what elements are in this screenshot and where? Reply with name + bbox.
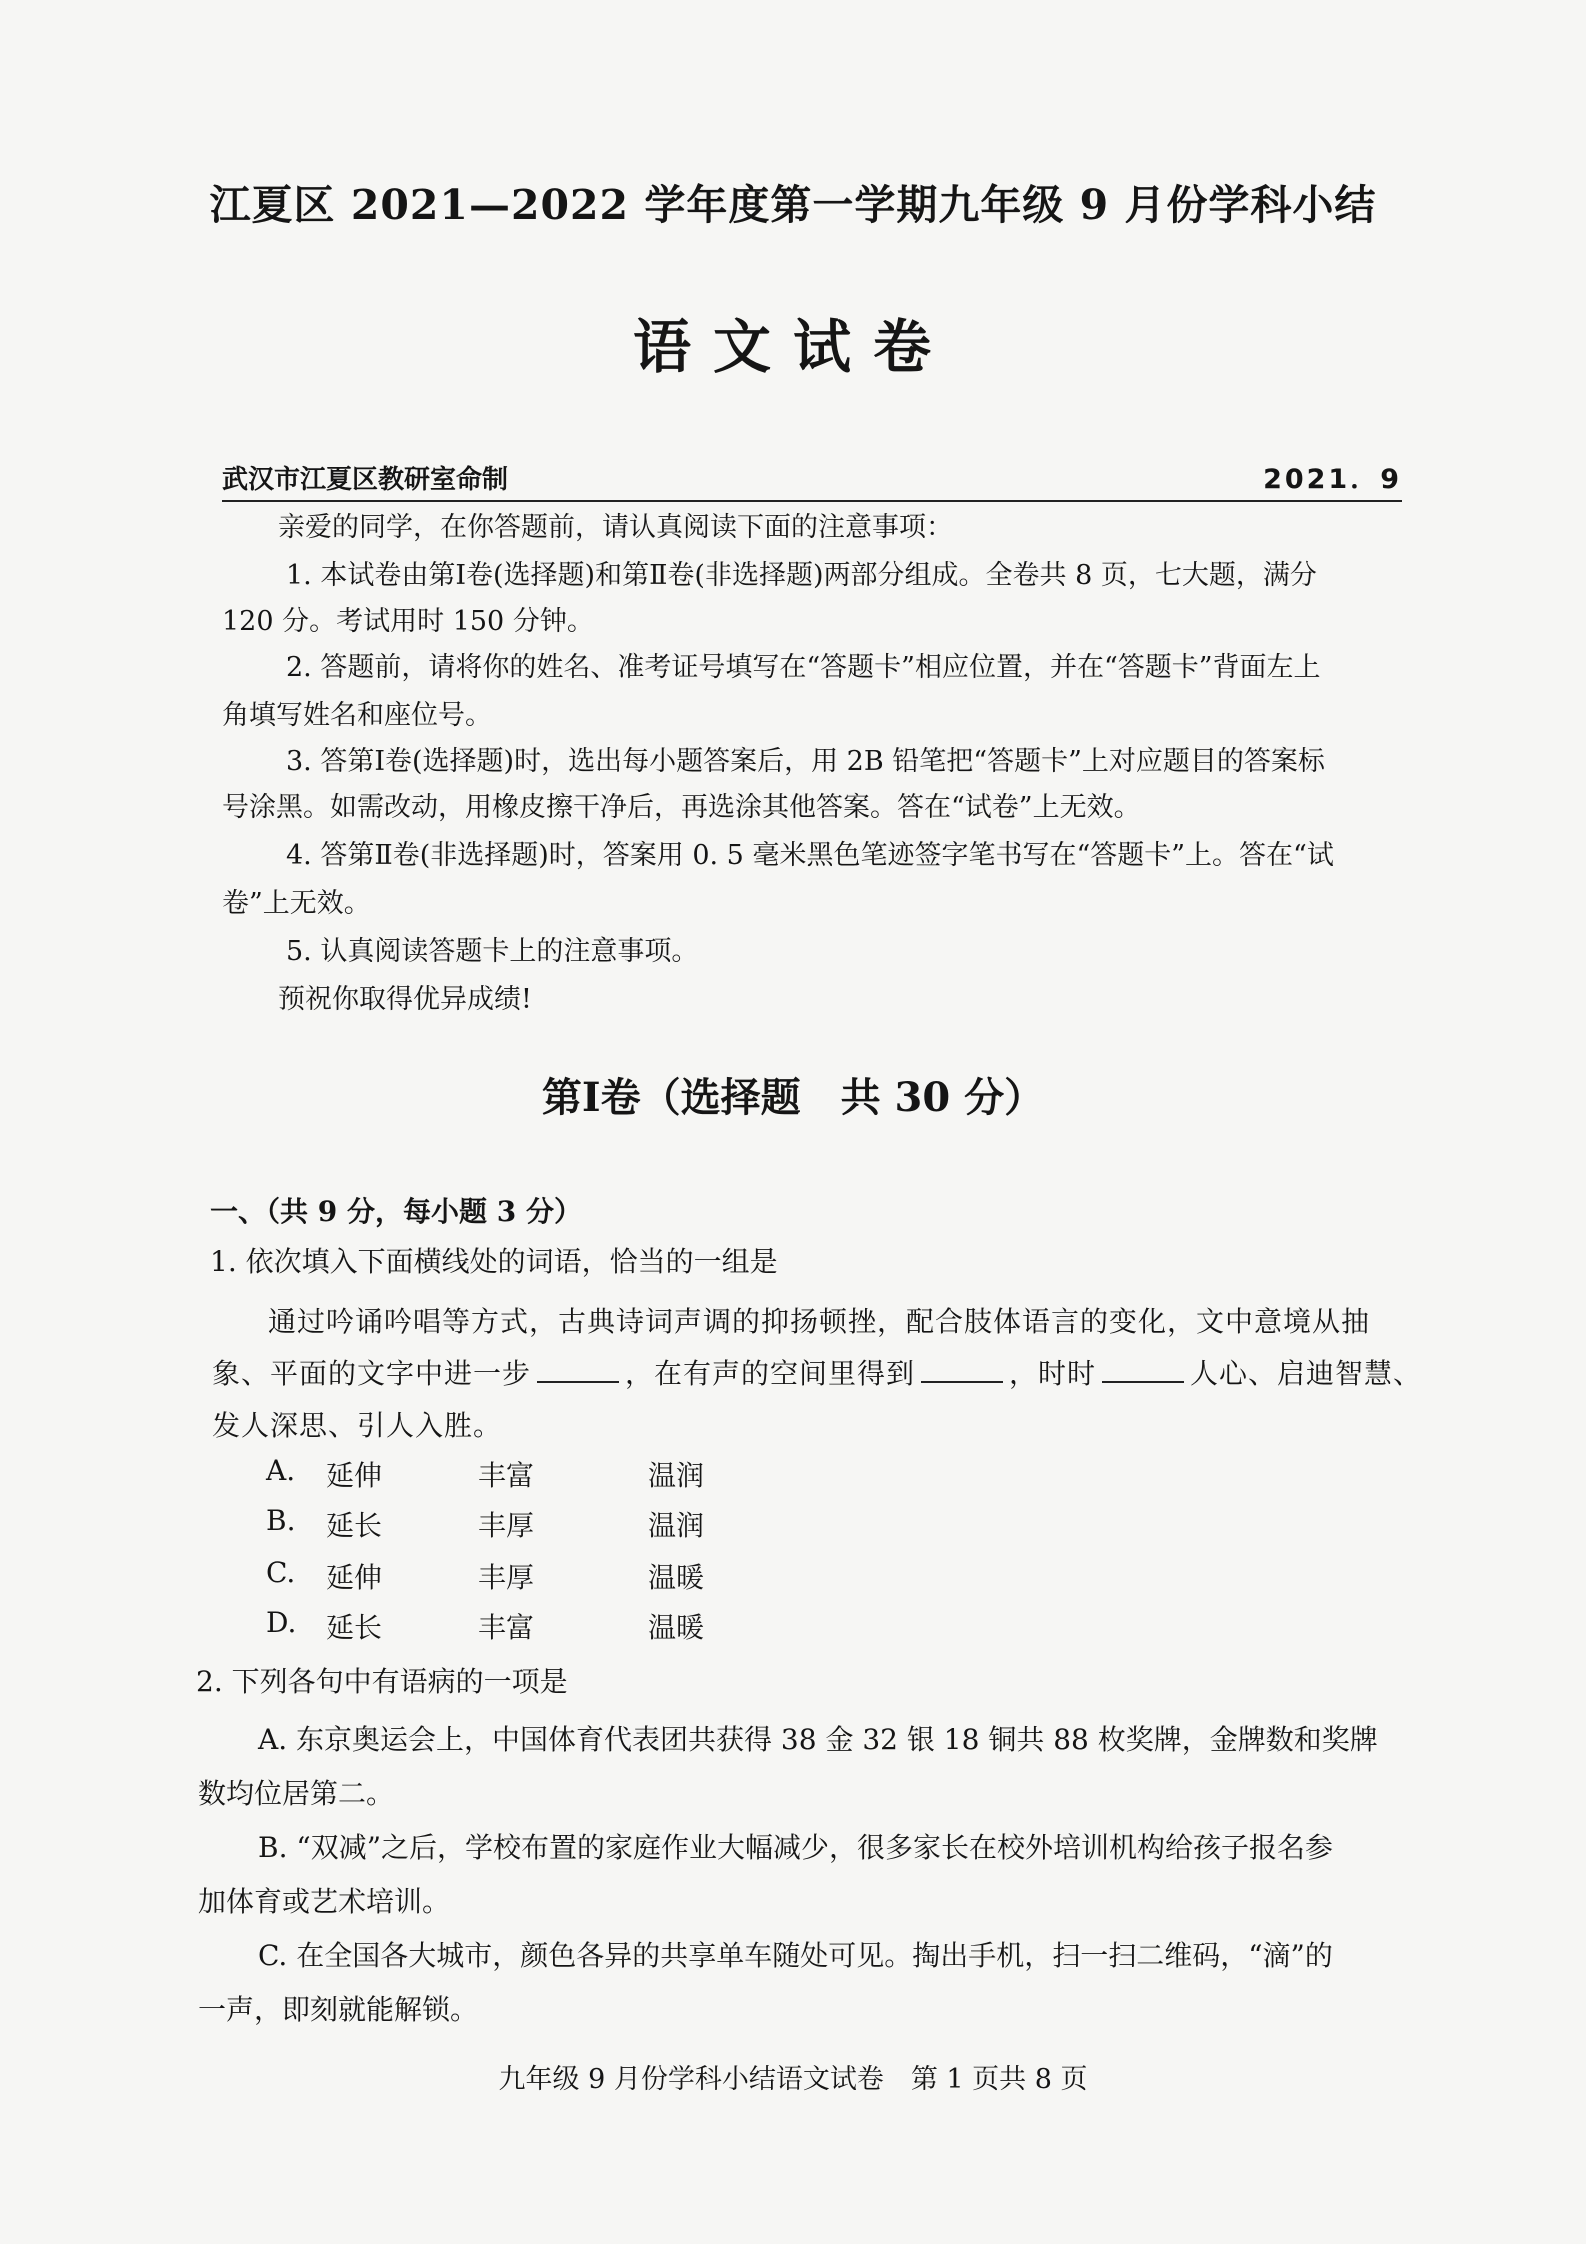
answer-blank bbox=[537, 1357, 619, 1383]
question-2-line: 加体育或艺术培训。 bbox=[198, 1885, 451, 1918]
question-1-passage-line2: 象、平面的文字中进一步 ，在有声的空间里得到 ，时时 人心、启迪智慧、 bbox=[212, 1357, 1423, 1390]
question-1-stem: 1. 依次填入下面横线处的词语，恰当的一组是 bbox=[210, 1245, 778, 1278]
option-word: 温暖 bbox=[648, 1611, 705, 1644]
notice-line: 角填写姓名和座位号。 bbox=[222, 700, 492, 731]
option-letter: A. bbox=[266, 1454, 296, 1487]
notice-closing: 预祝你取得优异成绩! bbox=[278, 984, 532, 1015]
notice-line: 2. 答题前，请将你的姓名、准考证号填写在“答题卡”相应位置，并在“答题卡”背面左上 bbox=[286, 652, 1321, 683]
option-word: 丰富 bbox=[478, 1611, 535, 1644]
section-title: 第Ⅰ卷（选择题 共 30 分） bbox=[541, 1074, 1045, 1121]
question-1-passage: 通过吟诵吟唱等方式，古典诗词声调的抑扬顿挫，配合肢体语言的变化，文中意境从抽 bbox=[268, 1305, 1371, 1338]
option-word: 延伸 bbox=[326, 1459, 383, 1492]
question-1-passage-line3: 发人深思、引人入胜。 bbox=[212, 1409, 503, 1442]
answer-blank bbox=[1102, 1357, 1184, 1383]
option-letter: D. bbox=[266, 1606, 297, 1639]
publisher-bar bbox=[222, 456, 1402, 502]
page-footer: 九年级 9 月份学科小结语文试卷 第 1 页共 8 页 bbox=[498, 2064, 1088, 2095]
option-word: 温暖 bbox=[648, 1561, 705, 1594]
question-2-line: B. “双减”之后，学校布置的家庭作业大幅减少，很多家长在校外培训机构给孩子报名参 bbox=[258, 1831, 1334, 1864]
option-word: 延长 bbox=[326, 1509, 383, 1542]
notice-line: 4. 答第Ⅱ卷(非选择题)时，答案用 0. 5 毫米黑色笔迹签字笔书写在“答题卡”上。答在“试 bbox=[286, 840, 1334, 871]
notice-line: 3. 答第Ⅰ卷(选择题)时，选出每小题答案后，用 2B 铅笔把“答题卡”上对应题目的答案标 bbox=[286, 746, 1325, 777]
notice-line: 5. 认真阅读答题卡上的注意事项。 bbox=[286, 936, 699, 967]
option-word: 延长 bbox=[326, 1611, 383, 1644]
answer-blank bbox=[921, 1357, 1003, 1383]
notice-line: 1. 本试卷由第Ⅰ卷(选择题)和第Ⅱ卷(非选择题)两部分组成。全卷共 8 页，七大题，满分 bbox=[286, 560, 1317, 591]
exam-subject-title: 语文试卷 bbox=[632, 313, 953, 381]
publisher-name: 武汉市江夏区教研室命制 bbox=[222, 465, 509, 495]
option-word: 丰富 bbox=[478, 1459, 535, 1492]
question-2-line: 一声，即刻就能解锁。 bbox=[198, 1993, 479, 2026]
question-2-stem: 2. 下列各句中有语病的一项是 bbox=[196, 1665, 568, 1698]
question-2-line: C. 在全国各大城市，颜色各异的共享单车随处可见。掏出手机，扫一扫二维码，“滴”的 bbox=[258, 1939, 1333, 1972]
option-word: 温润 bbox=[648, 1459, 705, 1492]
option-word: 丰厚 bbox=[478, 1561, 535, 1594]
notice-line: 120 分。考试用时 150 分钟。 bbox=[222, 606, 594, 637]
option-word: 延伸 bbox=[326, 1561, 383, 1594]
option-word: 丰厚 bbox=[478, 1509, 535, 1542]
notice-greeting: 亲爱的同学，在你答题前，请认真阅读下面的注意事项： bbox=[278, 512, 953, 543]
exam-title: 江夏区 2021—2022 学年度第一学期九年级 9 月份学科小结 bbox=[209, 181, 1377, 229]
question-2-line: A. 东京奥运会上，中国体育代表团共获得 38 金 32 银 18 铜共 88 枚奖牌，金牌数和奖牌 bbox=[258, 1723, 1378, 1756]
part-heading: 一、（共 9 分，每小题 3 分） bbox=[210, 1195, 582, 1228]
notice-line: 号涂黑。如需改动，用橡皮擦干净后，再选涂其他答案。答在“试卷”上无效。 bbox=[222, 792, 1141, 823]
option-letter: C. bbox=[266, 1556, 296, 1589]
notice-line: 卷”上无效。 bbox=[222, 888, 371, 919]
question-2-line: 数均位居第二。 bbox=[198, 1777, 395, 1810]
exam-date: 2021．9 bbox=[1263, 464, 1402, 495]
option-letter: B. bbox=[266, 1504, 296, 1537]
option-word: 温润 bbox=[648, 1509, 705, 1542]
